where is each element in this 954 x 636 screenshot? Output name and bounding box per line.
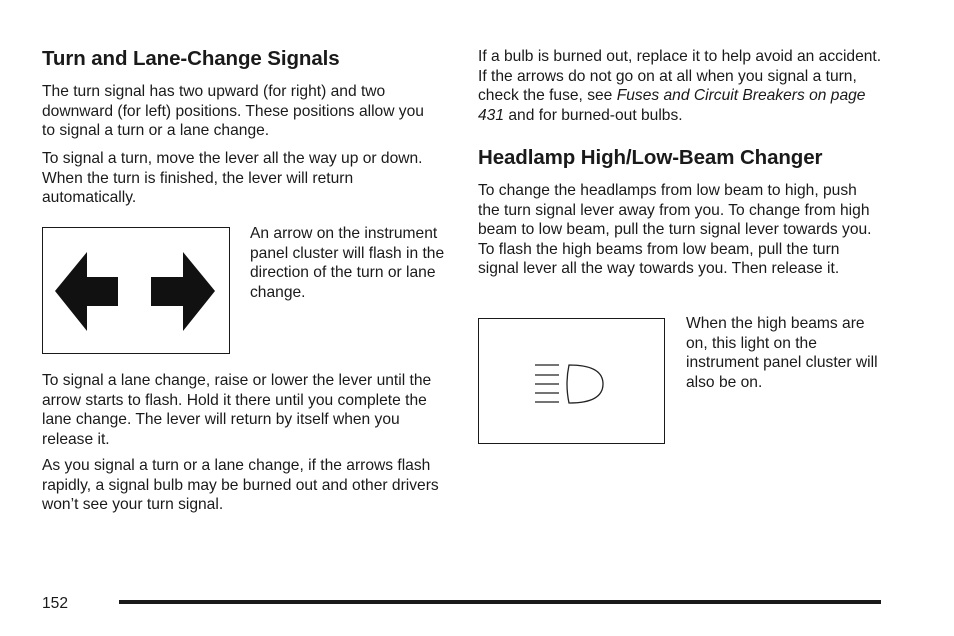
high-beam-figure-caption: When the high beams are on, this light on the instrument panel cluster will also be on.: [686, 315, 878, 391]
paragraph-bulb-text-1: If a bulb is burned out, replace it to help avoid an accident. If the arrows do not go on at all when you signal a turn, check the fuse, see: [478, 48, 882, 104]
high-beam-figure: [478, 318, 665, 444]
paragraph-bulb-burned-out: [478, 47, 882, 125]
fuses-cross-reference-link[interactable]: Fuses and Circuit Breakers on page 431: [478, 87, 866, 124]
section-heading-turn-signals: Turn and Lane-Change Signals: [42, 47, 340, 70]
paragraph-bulb-text-2: and for burned-out bulbs.: [504, 106, 683, 124]
section-heading-headlamp-changer: Headlamp High/Low-Beam Changer: [478, 146, 823, 169]
left-arrow-icon: [55, 252, 118, 331]
paragraph-signal-turn: To signal a turn, move the lever all the way up or down. When the turn is finished, the lever will return automatically.: [42, 150, 423, 206]
turn-signal-arrows-icon: [43, 228, 228, 352]
paragraph-lane-change: To signal a lane change, raise or lower the lever until the arrow starts to flash. Hold it there until you complete the lane change. The lever will return by itself when you release it.: [42, 372, 432, 448]
paragraph-high-low-beam: To change the headlamps from low beam to high, push the turn signal lever away from you. To change from high beam to low beam, pull the turn signal lever towards you. To flash the high beams from low beam, pull the turn signal lever all the way towards you. Then release it.: [478, 182, 872, 277]
turn-signal-figure-caption: An arrow on the instrument panel cluster will flash in the direction of the turn or lane change.: [250, 225, 445, 301]
high-beam-indicator-icon: [479, 319, 663, 442]
right-arrow-icon: [151, 252, 215, 331]
footer-rule: [119, 600, 881, 604]
paragraph-rapid-flash: As you signal a turn or a lane change, if the arrows flash rapidly, a signal bulb may be burned out and other drivers won’t see your turn signal.: [42, 457, 439, 513]
turn-signal-figure: [42, 227, 230, 354]
paragraph-turn-signal-positions: The turn signal has two upward (for right) and two downward (for left) positions. These positions allow you to signal a turn or a lane change.: [42, 83, 424, 139]
page-number: 152: [42, 595, 69, 612]
